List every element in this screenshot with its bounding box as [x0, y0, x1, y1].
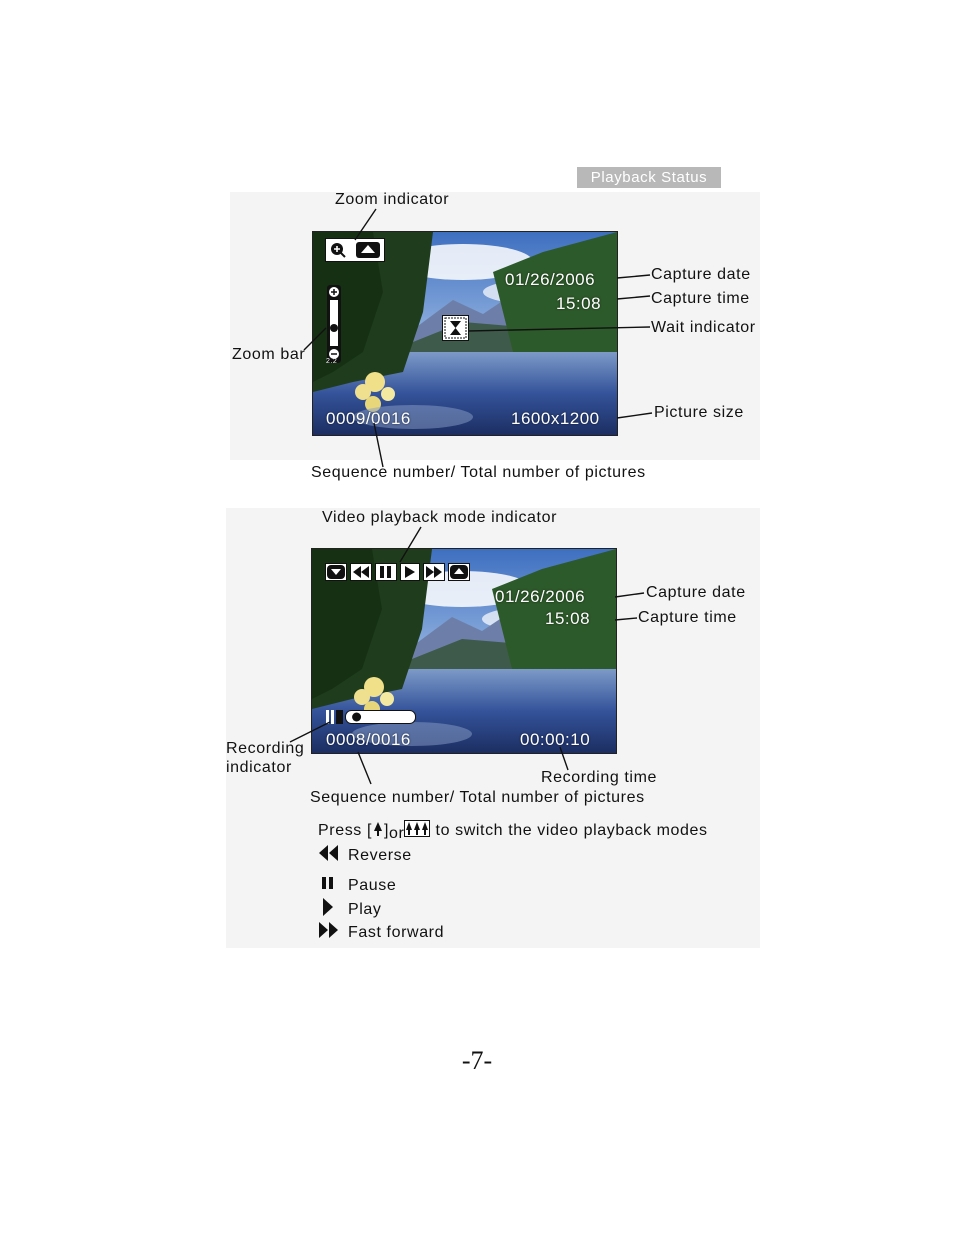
recording-indicator — [325, 709, 417, 725]
play-icon — [318, 898, 344, 921]
instruction-suffix: to switch the video playback modes — [435, 822, 708, 839]
play-icon — [401, 564, 420, 581]
callout-recording-line1: Recording — [226, 740, 305, 757]
photo-picture-size: 1600x1200 — [511, 409, 600, 428]
up-icon — [449, 564, 470, 581]
status-badge: Playback Status — [577, 167, 721, 188]
legend-item-fast-forward — [318, 922, 444, 943]
instruction-line — [318, 820, 708, 840]
pause-icon — [376, 564, 397, 581]
video-mode-indicator — [325, 563, 471, 581]
eject-icon — [356, 242, 380, 258]
callout-wait-indicator: Wait indicator — [651, 319, 756, 336]
pause-icon — [318, 875, 344, 896]
video-sequence: 0008/0016 — [326, 730, 411, 749]
callout-video-sequence: Sequence number/ Total number of pictures — [310, 789, 645, 806]
callout-recording-indicator — [226, 739, 304, 777]
up-arrow-icon — [372, 821, 384, 837]
photo-sequence: 0009/0016 — [326, 409, 411, 428]
callout-picture-size: Picture size — [654, 404, 744, 421]
legend-label-play: Play — [348, 900, 382, 918]
legend-item-play — [318, 898, 382, 921]
video-playback-screen — [311, 548, 617, 754]
video-time: 15:08 — [545, 609, 591, 628]
instruction-close-bracket: ] — [384, 822, 390, 839]
photo-playback-screen — [312, 231, 618, 436]
callout-zoom-bar: Zoom bar — [232, 346, 306, 363]
legend-item-reverse — [318, 845, 412, 866]
legend-label-reverse: Reverse — [348, 846, 412, 864]
callout-zoom-indicator: Zoom indicator — [335, 191, 450, 208]
legend-label-pause: Pause — [348, 876, 397, 894]
page-number: -7- — [461, 1046, 493, 1075]
fast-forward-icon — [424, 564, 445, 581]
reverse-icon — [351, 564, 372, 581]
fast-forward-icon — [318, 922, 344, 943]
video-recording-time: 00:00:10 — [520, 730, 591, 749]
progress-bar — [346, 711, 416, 724]
legend-label-fast-forward: Fast forward — [348, 923, 445, 941]
callout-video-capture-time: Capture time — [638, 609, 737, 626]
callout-video-mode: Video playback mode indicator — [322, 509, 558, 526]
callout-recording-time: Recording time — [541, 769, 658, 786]
pause-icon — [326, 710, 343, 724]
instruction-or: or — [389, 825, 405, 842]
zoom-in-icon — [331, 243, 345, 257]
legend-item-pause — [318, 875, 396, 896]
callout-photo-capture-time: Capture time — [651, 290, 750, 307]
callout-photo-capture-date: Capture date — [651, 266, 751, 283]
photo-time: 15:08 — [556, 294, 602, 313]
down-icon — [326, 564, 347, 581]
wait-indicator-icon — [442, 315, 469, 341]
zoom-indicator — [325, 238, 385, 262]
callout-video-capture-date: Capture date — [646, 584, 746, 601]
zoom-bar — [326, 284, 342, 364]
reverse-icon — [318, 845, 344, 866]
video-date: 01/26/2006 — [495, 587, 586, 606]
multi-arrow-icon — [404, 820, 430, 837]
callout-recording-line2: indicator — [226, 759, 292, 776]
instruction-press: Press [ — [318, 822, 372, 839]
zoom-level: 2.2 — [326, 358, 338, 365]
photo-date: 01/26/2006 — [505, 270, 596, 289]
callout-photo-sequence: Sequence number/ Total number of pictures — [311, 464, 646, 481]
